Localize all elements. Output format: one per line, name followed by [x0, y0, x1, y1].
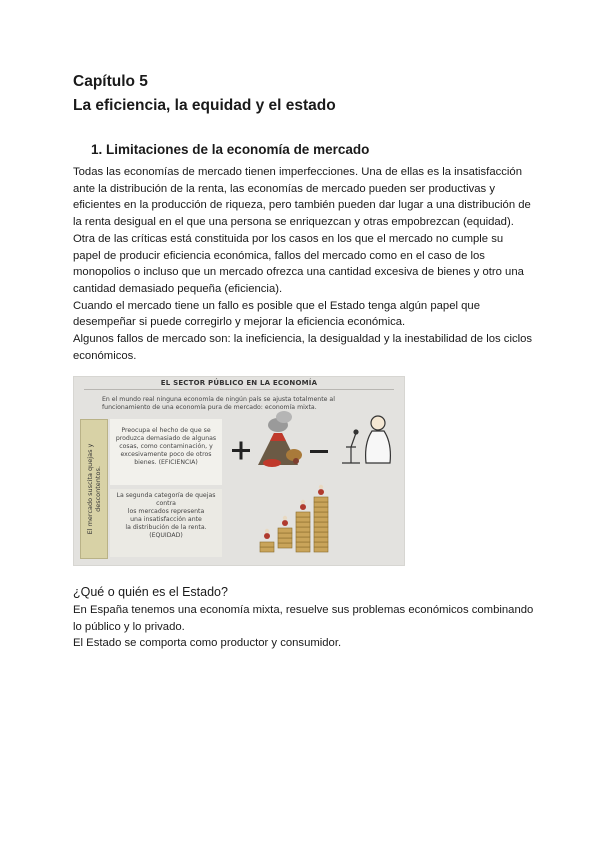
- body-line: Cuando el mercado tiene un fallo es posible que el Estado tenga algún papel que: [73, 299, 480, 312]
- side-label-line: descontentos.: [94, 466, 102, 512]
- body-line: cantidad demasiado pequeña (eficiencia).: [73, 282, 283, 295]
- figure-intro-line: funcionamiento de una economía pura de mercado: economía mixta.: [102, 404, 317, 411]
- scientist-microscope-icon: [342, 416, 390, 463]
- figure-illustration: [224, 397, 402, 563]
- equity-line: (EQUIDAD): [149, 532, 183, 539]
- figure-intro-line: En el mundo real ninguna economía de ningún país se ajusta totalmente al: [102, 396, 335, 403]
- minus-icon: [310, 450, 328, 453]
- body-line: desempeñar si puede corregirlo y mejorar la eficiencia económica.: [73, 316, 406, 329]
- side-label-line: El mercado suscita quejas y: [86, 443, 94, 535]
- chapter-subtitle: La eficiencia, la equidad y el estado: [73, 97, 336, 114]
- body-line: ante la distribución de la renta, las economías de mercado pueden ser productivas y: [73, 182, 495, 195]
- efficiency-line: excesivamente poco de otros: [120, 451, 212, 458]
- body-paragraph: [73, 164, 533, 364]
- figure-header: EL SECTOR PÚBLICO EN LA ECONOMÍA: [84, 379, 394, 390]
- plus-icon: [232, 442, 250, 460]
- state-line: En España tenemos una economía mixta, resuelve sus problemas económicos combinando: [73, 604, 534, 616]
- figure-side-label: [80, 419, 108, 559]
- state-line: lo público y lo privado.: [73, 620, 185, 633]
- body-line: la renta desigual en el que una persona se enriquezcan y otras empobrezcan (equidad).: [73, 216, 514, 229]
- body-line: monopolios o incluso que un mercado ofrezca una cantidad excesiva de bienes y otro una: [73, 266, 524, 279]
- coin-stacks-icon: [260, 485, 328, 552]
- equity-line: los mercados representa: [127, 508, 205, 515]
- pollution-illustration-icon: [258, 411, 302, 467]
- efficiency-line: bienes. (EFICIENCIA): [134, 459, 198, 466]
- efficiency-line: produzca demasiado de algunas: [115, 435, 217, 442]
- state-line: El Estado se comporta como productor y consumidor.: [73, 637, 342, 650]
- figure-efficiency-box: [110, 419, 222, 485]
- efficiency-line: cosas, como contaminación, y: [119, 443, 213, 450]
- figure-equity-box: [110, 489, 222, 557]
- equity-line: una insatisfacción ante: [130, 516, 202, 523]
- equity-line: la distribución de la renta.: [125, 524, 207, 531]
- equity-line: La segunda categoría de quejas: [116, 492, 216, 499]
- equity-line: contra: [156, 500, 176, 507]
- body-line: papel de producir eficiencia económica, fallos del mercado como en el caso de los: [73, 249, 485, 262]
- state-paragraph: [73, 602, 533, 652]
- body-line: Algunos fallos de mercado son: la ineficiencia, la desigualdad y la inestabilidad de los ciclos: [73, 333, 533, 346]
- body-line: económicos.: [73, 349, 137, 362]
- body-line: eficientes en la producción de riqueza, pero también pueden dar lugar a una distribución de: [73, 199, 531, 212]
- body-line: Otra de las críticas está constituida por los casos en los que el mercado no cumple su: [73, 232, 504, 245]
- chapter-title: Capítulo 5: [73, 73, 148, 90]
- section-title: 1. Limitaciones de la economía de mercado: [91, 142, 370, 157]
- state-question-heading: ¿Qué o quién es el Estado?: [73, 585, 228, 599]
- efficiency-line: Preocupa el hecho de que se: [121, 427, 211, 434]
- body-line: Todas las economías de mercado tienen imperfecciones. Una de ellas es la insatisfacción: [73, 166, 522, 178]
- sector-publico-figure: [73, 376, 405, 566]
